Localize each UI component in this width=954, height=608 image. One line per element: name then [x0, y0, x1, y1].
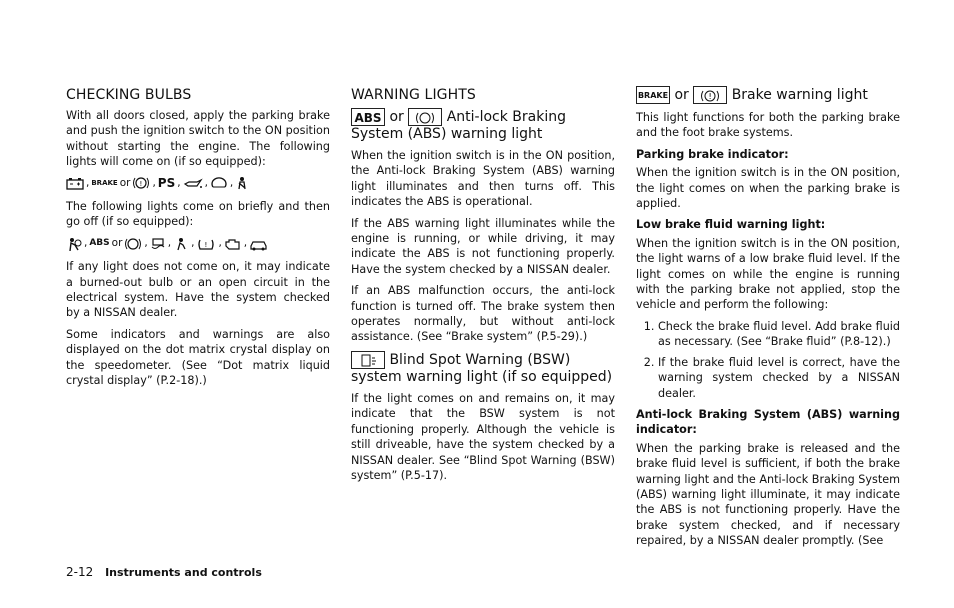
- paragraph: If an ABS malfunction occurs, the anti-lock function is turned off. The brake system then operates normally, but without anti-lock assistance. (See “Brake system” (P.5-29).): [351, 284, 615, 344]
- separator: ,: [177, 176, 181, 189]
- paragraph: When the ignition switch is in the ON position, the light warns of a low brake fluid level. If the light comes on while the engine is running with the parking brake not applied, stop the vehicle and perform the following:: [636, 236, 900, 312]
- slip-indicator-icon: [150, 237, 166, 251]
- paragraph: If the ABS warning light illuminates while the engine is running, or while driving, it may indicate the ABS is not functioning properly. Have the system checked by a NISSAN dealer.: [351, 216, 615, 276]
- procedure-list: [636, 319, 900, 401]
- bsw-box-icon: [351, 351, 385, 369]
- vehicle-icon: [249, 237, 269, 251]
- separator: ,: [144, 236, 148, 249]
- separator: ,: [218, 236, 222, 249]
- seat-belt-icon: [235, 176, 249, 190]
- brake-box-icon: BRAKE: [636, 86, 670, 104]
- traction-icon: [173, 237, 189, 251]
- separator: ,: [204, 176, 208, 189]
- indicator-icon-row: [66, 176, 330, 191]
- paragraph: Some indicators and warnings are also displayed on the dot matrix crystal display on the speedometer. (See “Dot matrix liquid crystal display” (P.2-18).): [66, 327, 330, 388]
- or-text: or: [389, 109, 404, 125]
- paragraph: When the ignition switch is in the ON position, the Anti-lock Braking System (ABS) warning light illuminates and then turns off. This indicates the ABS is operational.: [351, 149, 615, 209]
- abs-circle-box-icon: [408, 108, 442, 126]
- column-warning-lights: [351, 86, 615, 489]
- abs-text-icon: ABS: [89, 237, 110, 248]
- paragraph: If the light comes on and remains on, it may indicate that the BSW system is not functioning properly. Although the vehicle is still driveable, have the system checked by a NISSAN dealer. See “Blind Spot Warning (BSW) system” (P.5-17).: [351, 391, 615, 482]
- airbag-icon: [66, 237, 82, 251]
- tire-pressure-icon: [196, 237, 216, 251]
- section-heading: WARNING LIGHTS: [351, 87, 476, 103]
- or-text: or: [111, 236, 123, 249]
- paragraph: With all doors closed, apply the parking brake and push the ignition switch to the ON position without starting the engine. The following lights will come on (if so equipped):: [66, 109, 330, 169]
- paragraph: When the parking brake is released and the brake fluid level is sufficient, if both the brake warning light and the Anti-lock Braking System (ABS) warning light illuminate, it may indicate the ABS is not functioning properly. Have the brake system checked, and if necessary repaired, by a NISSAN dealer promptly. (See: [636, 441, 900, 548]
- footer-section-title: Instruments and controls: [105, 566, 262, 579]
- brake-warning-heading: [636, 86, 900, 104]
- subheading: Low brake fluid warning light:: [636, 218, 826, 232]
- abs-circle-icon: [124, 237, 142, 251]
- paragraph: This light functions for both the parking brake and the foot brake systems.: [636, 111, 900, 140]
- paragraph: When the ignition switch is in the ON position, the light comes on when the parking brake is applied.: [636, 166, 900, 211]
- separator: ,: [191, 236, 195, 249]
- column-checking-bulbs: [66, 86, 330, 395]
- power-steering-icon: PS: [157, 175, 176, 190]
- warning-title: Anti-lock Braking System (ABS) warning light: [351, 109, 566, 142]
- indicator-icon-row-2: [66, 236, 330, 251]
- or-text: or: [674, 87, 689, 103]
- paragraph: The following lights come on briefly and then go off (if so equipped):: [66, 200, 330, 229]
- oil-pressure-icon: [183, 176, 203, 190]
- separator: ,: [152, 176, 156, 189]
- brake-circle-icon: [132, 176, 150, 190]
- page-number: 2-12: [66, 565, 94, 579]
- list-item: 2. If the brake fluid level is correct, have the warning system checked by a NISSAN dealer.: [658, 355, 900, 401]
- abs-warning-heading: [351, 108, 615, 142]
- battery-icon: [66, 176, 84, 190]
- paragraph: If any light does not come on, it may indicate a burned-out bulb or an open circuit in the electrical system. Have the system checked by a NISSAN dealer.: [66, 260, 330, 320]
- subheading: Parking brake indicator:: [636, 147, 789, 161]
- subheading: Anti-lock Braking System (ABS) warning indicator:: [636, 407, 900, 437]
- svg-text:!: !: [708, 92, 712, 101]
- warning-title: Blind Spot Warning (BSW) system warning light (if so equipped): [351, 351, 613, 385]
- separator: ,: [243, 236, 248, 249]
- separator: ,: [84, 236, 88, 249]
- list-item: 1. Check the brake fluid level. Add brake fluid as necessary. (See “Brake fluid” (P.8-12).): [658, 319, 900, 350]
- column-brake-warning: [636, 86, 900, 555]
- svg-text:!: !: [139, 180, 143, 189]
- or-text: or: [119, 176, 131, 189]
- brake-circle-box-icon: [693, 86, 727, 104]
- svg-text:!: !: [204, 240, 208, 249]
- separator: ,: [167, 236, 172, 249]
- separator: ,: [86, 176, 90, 189]
- section-heading: CHECKING BULBS: [66, 87, 192, 103]
- bsw-warning-heading: [351, 351, 615, 385]
- warning-title: Brake warning light: [731, 87, 868, 103]
- page-footer: [66, 565, 262, 579]
- brake-text-icon: BRAKE: [91, 178, 118, 187]
- master-warning-icon: [210, 176, 228, 190]
- separator: ,: [229, 176, 234, 189]
- abs-box-icon: ABS: [351, 108, 385, 126]
- engine-icon: [224, 237, 242, 251]
